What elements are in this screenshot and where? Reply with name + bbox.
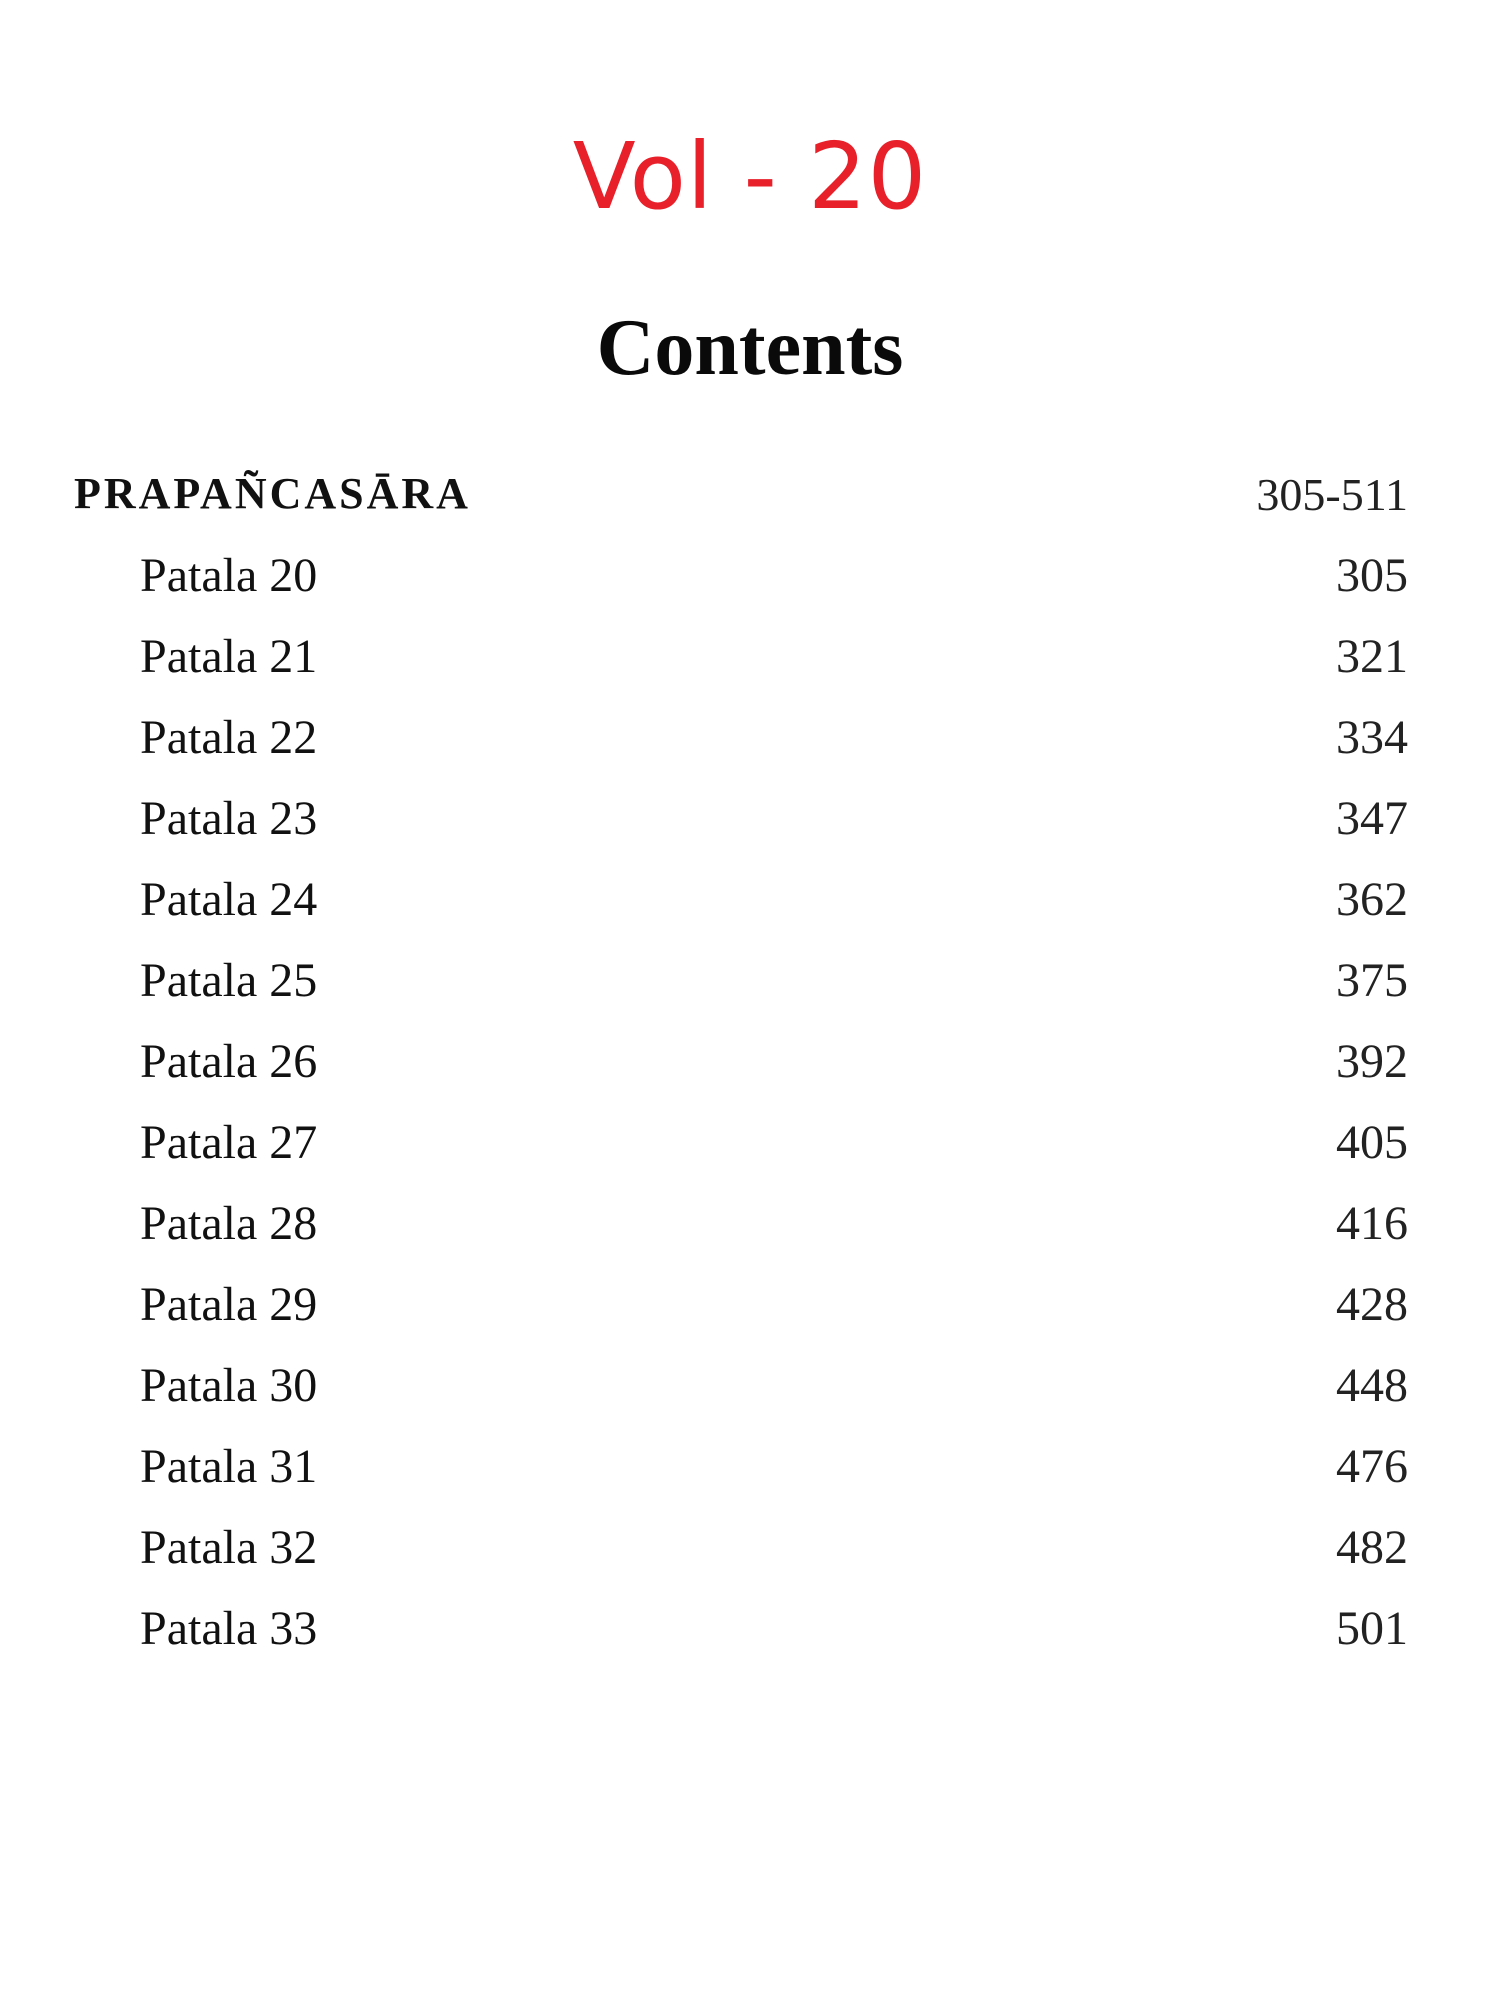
entry-title: Patala 22 bbox=[140, 711, 318, 764]
entry-title: Patala 23 bbox=[140, 792, 318, 845]
entry-title: Patala 27 bbox=[140, 1116, 318, 1169]
entry-title: Patala 21 bbox=[140, 630, 318, 683]
entry-title: Patala 24 bbox=[140, 873, 318, 926]
toc-entry bbox=[0, 702, 1500, 783]
toc-entry bbox=[0, 1269, 1500, 1350]
entry-title: Patala 25 bbox=[140, 954, 318, 1007]
toc-entry bbox=[0, 540, 1500, 621]
entry-page-number: 482 bbox=[1336, 1521, 1408, 1574]
volume-label: Vol - 20 bbox=[572, 123, 928, 230]
entry-title: Patala 33 bbox=[140, 1602, 318, 1655]
toc-entry bbox=[0, 1431, 1500, 1512]
entry-page-number: 375 bbox=[1336, 954, 1408, 1007]
toc-entry bbox=[0, 783, 1500, 864]
toc-entry bbox=[0, 621, 1500, 702]
entry-title: Patala 20 bbox=[140, 549, 318, 602]
toc-entry bbox=[0, 1350, 1500, 1431]
entry-page-number: 362 bbox=[1336, 873, 1408, 926]
entry-page-number: 476 bbox=[1336, 1440, 1408, 1493]
entry-page-number: 305 bbox=[1336, 549, 1408, 602]
toc-entry bbox=[0, 1188, 1500, 1269]
entry-page-number: 501 bbox=[1336, 1602, 1408, 1655]
contents-heading: Contents bbox=[596, 304, 904, 392]
toc-entry bbox=[0, 1026, 1500, 1107]
entry-page-number: 448 bbox=[1336, 1359, 1408, 1412]
toc-section-row bbox=[0, 460, 1500, 540]
entry-page-number: 392 bbox=[1336, 1035, 1408, 1088]
toc-entry bbox=[0, 945, 1500, 1026]
entry-page-number: 405 bbox=[1336, 1116, 1408, 1169]
entry-page-number: 347 bbox=[1336, 792, 1408, 845]
toc-entry bbox=[0, 864, 1500, 945]
entry-title: Patala 30 bbox=[140, 1359, 318, 1412]
toc-entry bbox=[0, 1107, 1500, 1188]
entry-page-number: 416 bbox=[1336, 1197, 1408, 1250]
entry-title: Patala 32 bbox=[140, 1521, 318, 1574]
table-of-contents bbox=[0, 460, 1500, 1674]
entry-title: Patala 29 bbox=[140, 1278, 318, 1331]
toc-entry bbox=[0, 1593, 1500, 1674]
section-page-range: 305-511 bbox=[1256, 469, 1408, 520]
entry-page-number: 428 bbox=[1336, 1278, 1408, 1331]
entry-title: Patala 31 bbox=[140, 1440, 318, 1493]
entry-title: Patala 26 bbox=[140, 1035, 318, 1088]
entry-page-number: 321 bbox=[1336, 630, 1408, 683]
entry-page-number: 334 bbox=[1336, 711, 1408, 764]
section-title: PRAPAÑCASĀRA bbox=[74, 469, 471, 518]
toc-entry bbox=[0, 1512, 1500, 1593]
entry-title: Patala 28 bbox=[140, 1197, 318, 1250]
